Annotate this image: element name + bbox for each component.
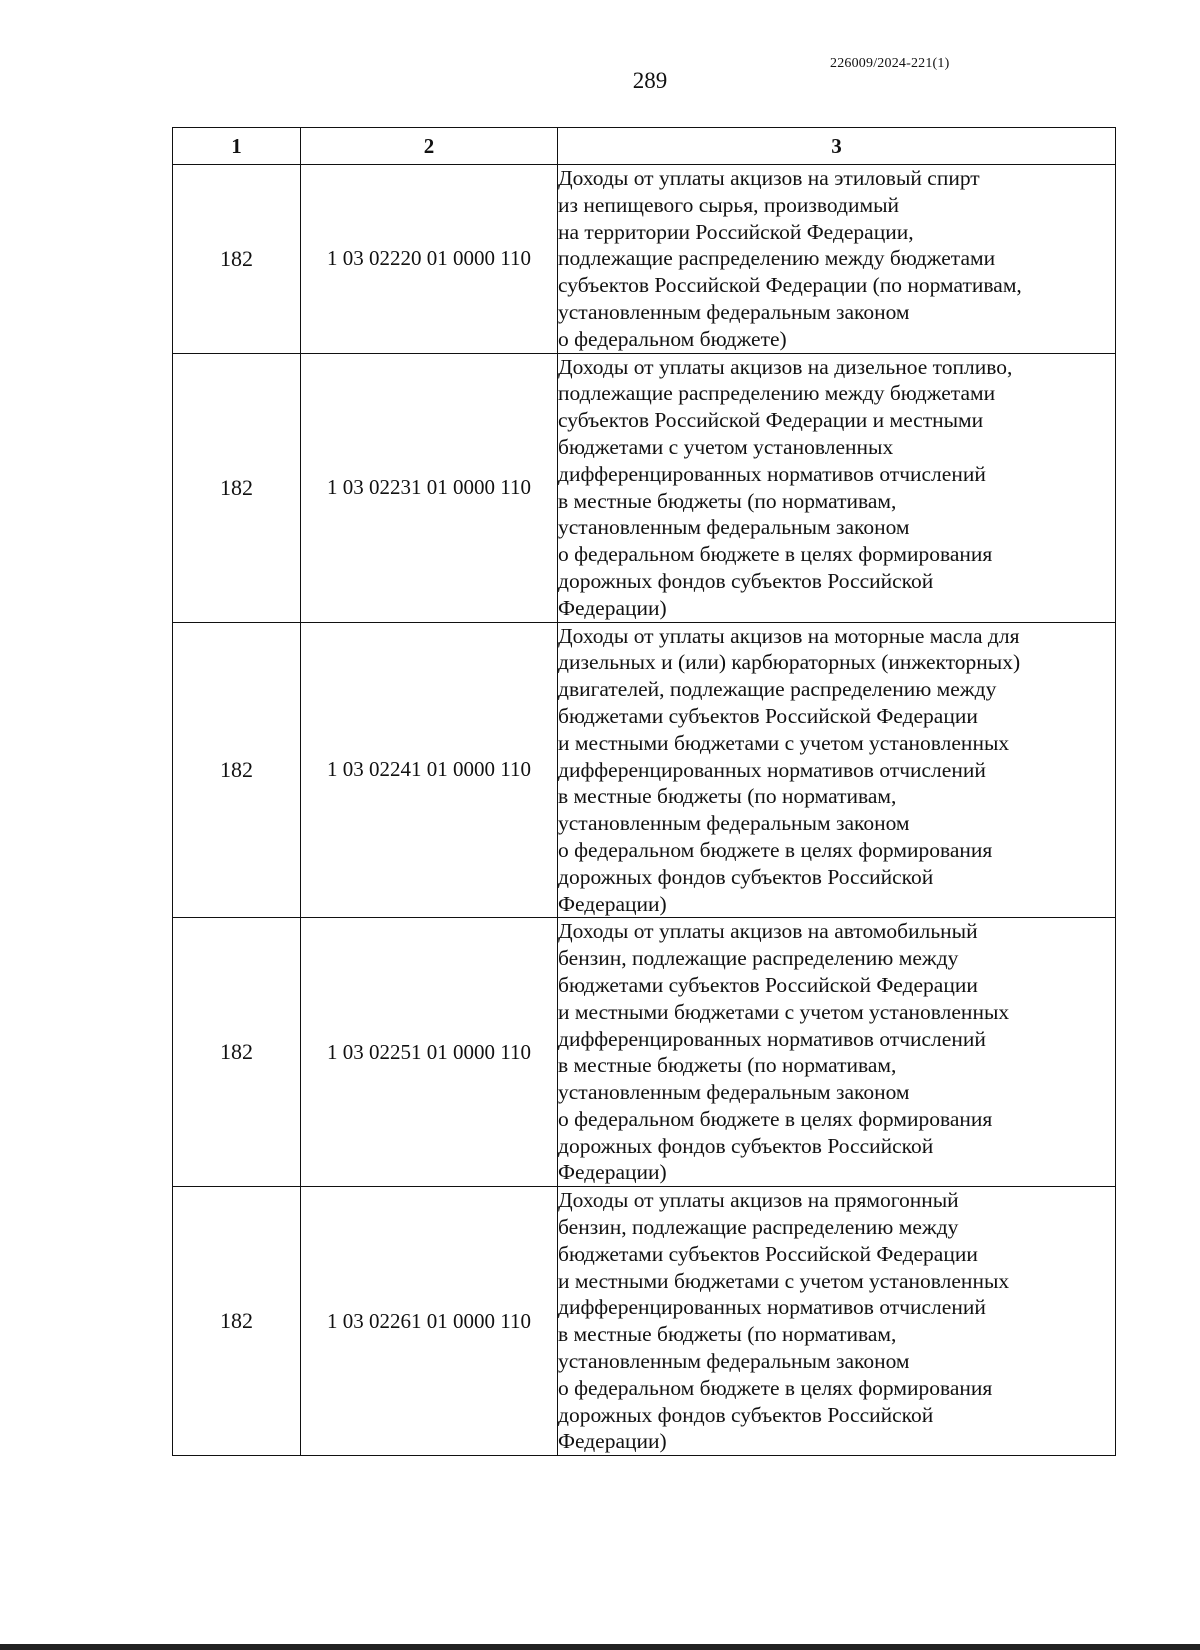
table-row <box>173 353 1116 622</box>
description-line: дорожных фондов субъектов Российской <box>558 568 934 593</box>
table-row <box>173 622 1116 918</box>
description-line: дорожных фондов субъектов Российской <box>558 864 934 889</box>
description-line: бюджетами субъектов Российской Федерации <box>558 972 978 997</box>
description-line: двигателей, подлежащие распределению между <box>558 677 997 702</box>
description-line: дорожных фондов субъектов Российской <box>558 1133 934 1158</box>
description-line: дифференцированных нормативов отчислений <box>558 1026 986 1051</box>
description-line: Доходы от уплаты акцизов на этиловый спирт <box>558 166 980 190</box>
admin-code-cell: 182 <box>173 1187 301 1456</box>
description-line: установленным федеральным законом <box>558 1349 910 1374</box>
description-line: дифференцированных нормативов отчислений <box>558 1295 986 1320</box>
budget-classification-code-cell: 1 03 02261 01 0000 110 <box>301 1187 558 1456</box>
budget-classification-code-cell: 1 03 02220 01 0000 110 <box>301 165 558 354</box>
description-line: дорожных фондов субъектов Российской <box>558 1402 934 1427</box>
description-line: о федеральном бюджете в целях формирования <box>558 542 993 567</box>
description-line: установленным федеральным законом <box>558 515 910 540</box>
description-line: Доходы от уплаты акцизов на автомобильный <box>558 919 978 944</box>
table-body <box>173 165 1116 1456</box>
description-line: установленным федеральным законом <box>558 1080 910 1105</box>
admin-code-cell: 182 <box>173 622 301 918</box>
description-line: о федеральном бюджете) <box>558 326 787 351</box>
header-col-1: 1 <box>173 128 301 165</box>
table-row <box>173 918 1116 1187</box>
income-description-cell <box>558 622 1116 918</box>
admin-code-cell: 182 <box>173 165 301 354</box>
description-line: Федерации) <box>558 595 667 620</box>
description-line: бюджетами с учетом установленных <box>558 434 894 459</box>
description-line: на территории Российской Федерации, <box>558 219 914 244</box>
description-line: бюджетами субъектов Российской Федерации <box>558 1241 978 1266</box>
description-line: Доходы от уплаты акцизов на моторные масла для <box>558 623 1020 648</box>
admin-code-cell: 182 <box>173 918 301 1187</box>
description-line: и местными бюджетами с учетом установленных <box>558 1268 1010 1293</box>
description-line: бензин, подлежащие распределению между <box>558 1215 959 1240</box>
description-line: дифференцированных нормативов отчислений <box>558 461 986 486</box>
budget-classification-code-cell: 1 03 02231 01 0000 110 <box>301 353 558 622</box>
budget-classification-code-cell: 1 03 02251 01 0000 110 <box>301 918 558 1187</box>
page-number: 289 <box>632 68 668 93</box>
income-description-cell <box>558 918 1116 1187</box>
income-description-cell <box>558 165 1116 354</box>
header-col-2: 2 <box>301 128 558 165</box>
description-line: субъектов Российской Федерации и местными <box>558 408 984 433</box>
description-line: Федерации) <box>558 1160 667 1185</box>
description-line: подлежащие распределению между бюджетами <box>558 246 996 271</box>
description-line: субъектов Российской Федерации (по нормативам, <box>558 273 1022 298</box>
income-description-cell <box>558 1187 1116 1456</box>
header-col-3: 3 <box>558 128 1116 165</box>
description-line: Доходы от уплаты акцизов на дизельное топливо, <box>558 354 1013 379</box>
table-header-row <box>173 128 1116 165</box>
budget-codes-table <box>172 127 1116 1456</box>
budget-classification-code-cell: 1 03 02241 01 0000 110 <box>301 622 558 918</box>
description-line: дифференцированных нормативов отчислений <box>558 757 986 782</box>
description-line: Доходы от уплаты акцизов на прямогонный <box>558 1188 959 1213</box>
description-line: из непищевого сырья, производимый <box>558 192 900 217</box>
income-description-cell <box>558 353 1116 622</box>
document-id: 226009/2024-221(1) <box>830 56 950 71</box>
description-line: Федерации) <box>558 1429 667 1454</box>
table-row <box>173 165 1116 354</box>
description-line: в местные бюджеты (по нормативам, <box>558 1322 897 1347</box>
description-line: дизельных и (или) карбюраторных (инжекторных) <box>558 650 1021 675</box>
description-line: и местными бюджетами с учетом установленных <box>558 730 1010 755</box>
description-line: о федеральном бюджете в целях формирования <box>558 837 993 862</box>
description-line: о федеральном бюджете в целях формирования <box>558 1375 993 1400</box>
description-line: и местными бюджетами с учетом установленных <box>558 999 1010 1024</box>
description-line: установленным федеральным законом <box>558 299 910 324</box>
description-line: в местные бюджеты (по нормативам, <box>558 784 897 809</box>
scan-bottom-edge <box>0 1644 1200 1650</box>
description-line: подлежащие распределению между бюджетами <box>558 381 996 406</box>
description-line: бюджетами субъектов Российской Федерации <box>558 703 978 728</box>
description-line: установленным федеральным законом <box>558 811 910 836</box>
description-line: о федеральном бюджете в целях формирования <box>558 1106 993 1131</box>
admin-code-cell: 182 <box>173 353 301 622</box>
description-line: бензин, подлежащие распределению между <box>558 946 959 971</box>
description-line: в местные бюджеты (по нормативам, <box>558 1053 897 1078</box>
description-line: в местные бюджеты (по нормативам, <box>558 488 897 513</box>
table-row <box>173 1187 1116 1456</box>
description-line: Федерации) <box>558 891 667 916</box>
